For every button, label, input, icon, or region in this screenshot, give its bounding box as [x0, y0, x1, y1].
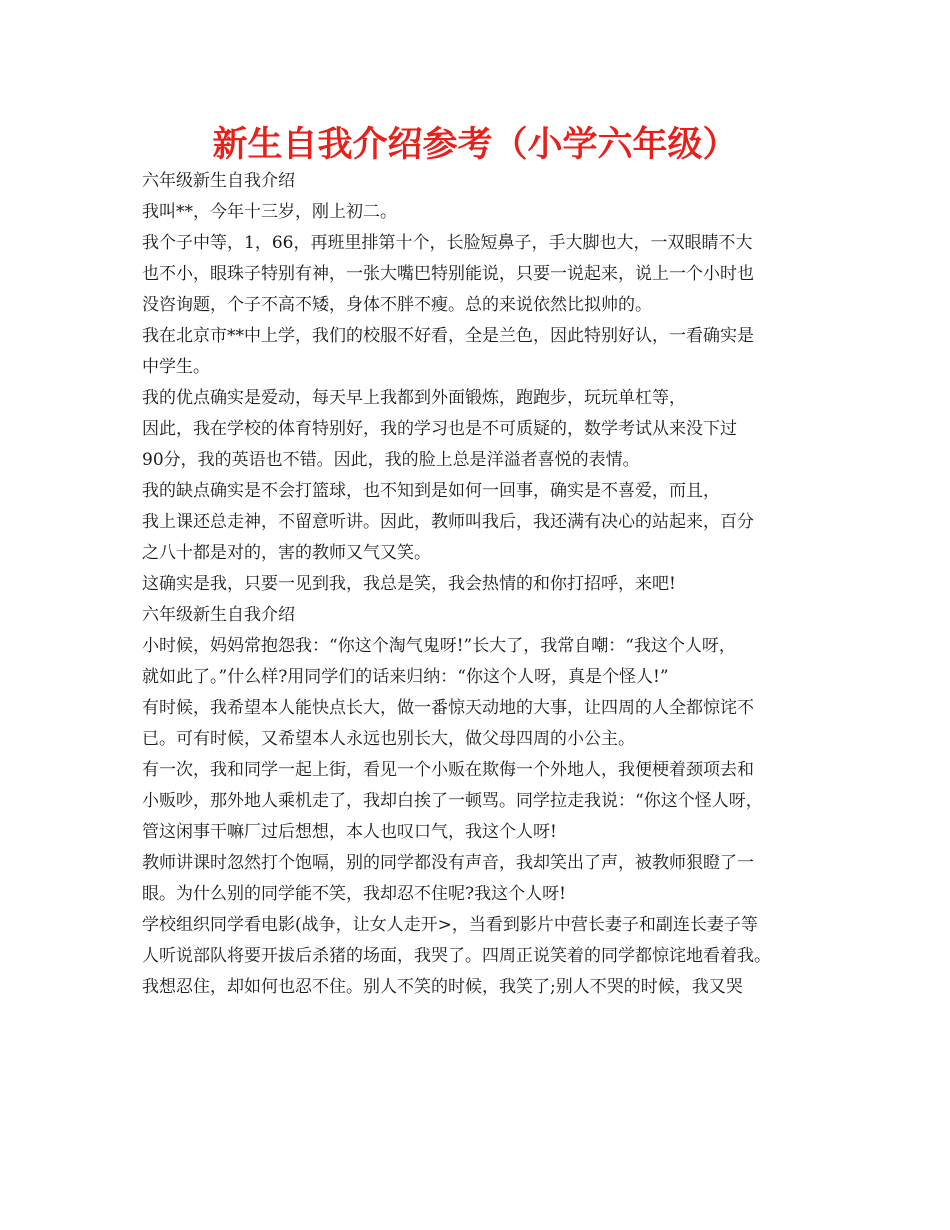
- text-line: 就如此了。”什么样?用同学们的话来归纳：“你这个人呀，真是个怪人!”: [142, 667, 669, 687]
- text-line: 我在北京市**中上学，我们的校服不好看，全是兰色，因此特别好认，一看确实是: [142, 326, 754, 346]
- text-line: 人听说部队将要开拔后杀猪的场面，我哭了。四周正说笑着的同学都惊诧地看着我。: [142, 946, 771, 966]
- text-line: 中学生。: [142, 357, 210, 377]
- text-line: 六年级新生自我介绍: [142, 605, 295, 625]
- text-line: 90分，我的英语也不错。因此，我的脸上总是洋溢者喜悦的表情。: [142, 450, 640, 470]
- text-line: 之八十都是对的，害的教师又气又笑。: [142, 543, 431, 563]
- text-line: 我的优点确实是爱动，每天早上我都到外面锻炼，跑跑步，玩玩单杠等，: [142, 388, 686, 408]
- text-line: 因此，我在学校的体育特别好，我的学习也是不可质疑的，数学考试从来没下过: [142, 419, 737, 439]
- text-line: 有时候，我希望本人能快点长大，做一番惊天动地的大事，让四周的人全都惊诧不: [142, 698, 754, 718]
- document-body: [142, 166, 832, 1003]
- text-line: 已。可有时候，又希望本人永远也别长大，做父母四周的小公主。: [142, 729, 635, 749]
- text-line: 六年级新生自我介绍: [142, 171, 295, 191]
- text-line: 我想忍住，却如何也忍不住。别人不笑的时候，我笑了;别人不哭的时候，我又哭: [142, 977, 743, 997]
- text-line: 学校组织同学看电影(战争，让女人走开>，当看到影片中营长妻子和副连长妻子等: [142, 915, 758, 935]
- text-line: 也不小，眼珠子特别有神，一张大嘴巴特别能说，只要一说起来，说上一个小时也: [142, 264, 754, 284]
- text-line: 有一次，我和同学一起上街，看见一个小贩在欺侮一个外地人，我便梗着颈项去和: [142, 760, 754, 780]
- text-line: 没咨询题，个子不高不矮，身体不胖不瘦。总的来说依然比拟帅的。: [142, 295, 652, 315]
- text-line: 我上课还总走神，不留意听讲。因此，教师叫我后，我还满有决心的站起来，百分: [142, 512, 754, 532]
- text-line: 小时候，妈妈常抱怨我：“你这个淘气鬼呀!”长大了，我常自嘲：“我这个人呀，: [142, 636, 736, 656]
- text-line: 这确实是我，只要一见到我，我总是笑，我会热情的和你打招呼，来吧!: [142, 574, 676, 594]
- text-line: 我个子中等，1，66，再班里排第十个，长脸短鼻子，手大脚也大，一双眼睛不大: [142, 233, 753, 253]
- text-line: 教师讲课时忽然打个饱嗝，别的同学都没有声音，我却笑出了声，被教师狠瞪了一: [142, 853, 754, 873]
- text-line: 小贩吵，那外地人乘机走了，我却白挨了一顿骂。同学拉走我说：“你这个怪人呀，: [142, 791, 763, 811]
- document-title: 新生自我介绍参考（小学六年级）: [212, 125, 738, 165]
- text-line: 我叫**，今年十三岁，刚上初二。: [142, 202, 397, 222]
- text-line: 我的缺点确实是不会打篮球，也不知到是如何一回事，确实是不喜爱，而且，: [142, 481, 720, 501]
- text-line: 管这闲事干嘛厂过后想想，本人也叹口气，我这个人呀!: [142, 822, 557, 842]
- text-line: 眼。为什么别的同学能不笑，我却忍不住呢?我这个人呀!: [142, 884, 566, 904]
